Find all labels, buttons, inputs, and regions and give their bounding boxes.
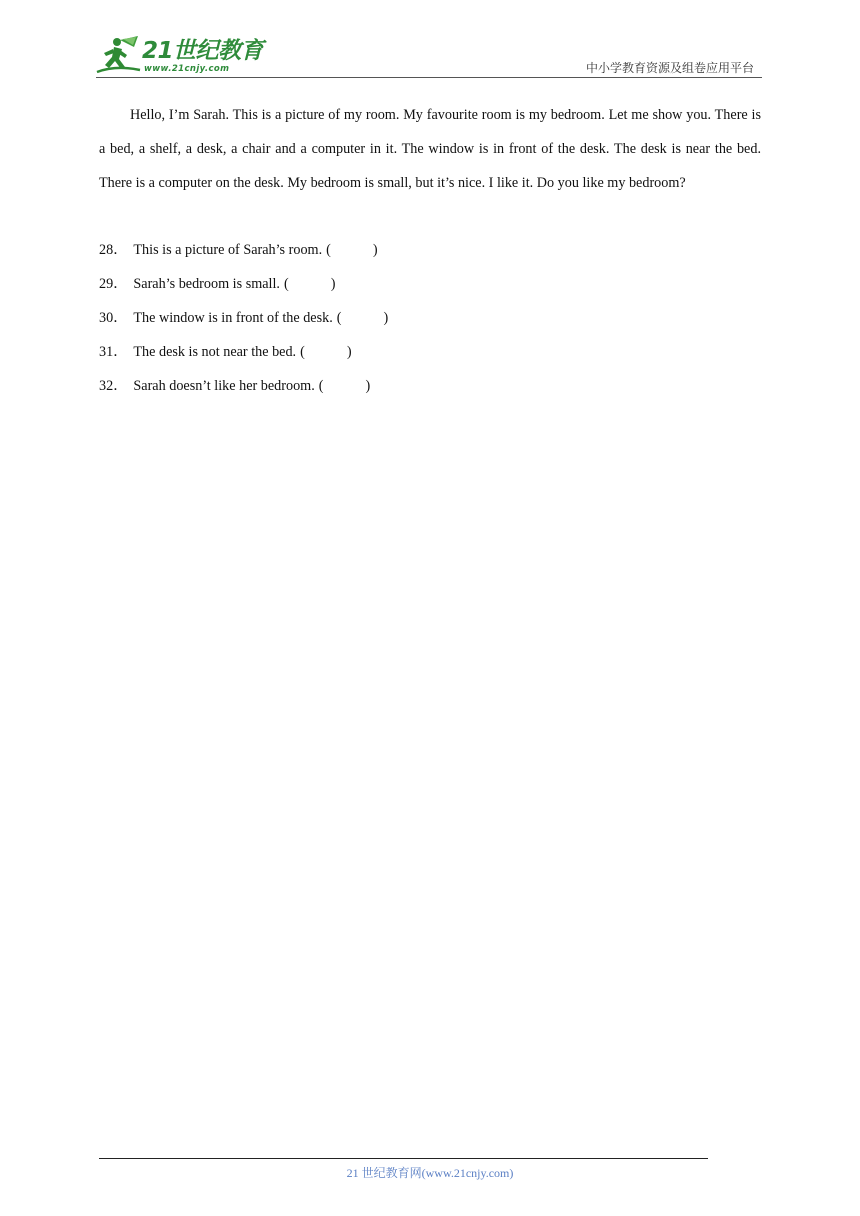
question-item	[99, 267, 761, 301]
answer-paren-open: (	[318, 378, 324, 394]
footer-source-link[interactable]: 21 世纪教育网(www.21cnjy.com)	[346, 1166, 514, 1180]
answer-paren-close: )	[383, 310, 389, 326]
question-text: Sarah doesn’t like her bedroom.	[133, 378, 315, 394]
question-text: The desk is not near the bed.	[133, 344, 297, 360]
page-header	[0, 0, 860, 80]
question-number: 29．	[99, 276, 128, 292]
logo-name-text: 21世纪教育	[142, 38, 264, 64]
answer-paren-open: (	[336, 310, 342, 326]
question-item	[99, 233, 761, 267]
answer-paren-open: (	[326, 242, 331, 258]
footer-divider	[99, 1158, 708, 1159]
header-tagline: 中小学教育资源及组卷应用平台	[585, 61, 754, 75]
answer-paren-open: (	[283, 276, 289, 292]
question-item	[99, 335, 761, 369]
runner-logo-icon	[94, 34, 148, 76]
answer-paren-close: )	[372, 242, 378, 258]
reading-passage: Hello, I’m Sarah. This is a picture of my room. My favourite room is my bedroom. Let me show you. There is a bed, a shelf, a desk, a chair and a computer in it. The window is in front of the desk. The desk is near the bed. There is a computer on the desk. My bedroom is small, but it’s nice. I like it. Do you like my bedroom?	[99, 107, 761, 191]
logo-url-text: www.21cnjy.com	[144, 64, 230, 74]
answer-paren-open: (	[300, 344, 305, 360]
question-number: 30．	[99, 310, 128, 326]
question-number: 32．	[99, 378, 128, 394]
answer-paren-close: )	[346, 344, 352, 360]
question-number: 31．	[99, 344, 128, 360]
question-list	[99, 233, 761, 403]
question-text: The window is in front of the desk.	[133, 310, 333, 326]
question-text: Sarah’s bedroom is small.	[133, 276, 280, 292]
header-divider	[96, 77, 762, 78]
question-number: 28．	[99, 242, 128, 258]
site-logo[interactable]	[94, 34, 264, 78]
question-text: This is a picture of Sarah’s room.	[133, 242, 323, 258]
question-item	[99, 369, 761, 403]
answer-paren-close: )	[330, 276, 336, 292]
answer-paren-close: )	[365, 378, 371, 394]
question-item	[99, 301, 761, 335]
